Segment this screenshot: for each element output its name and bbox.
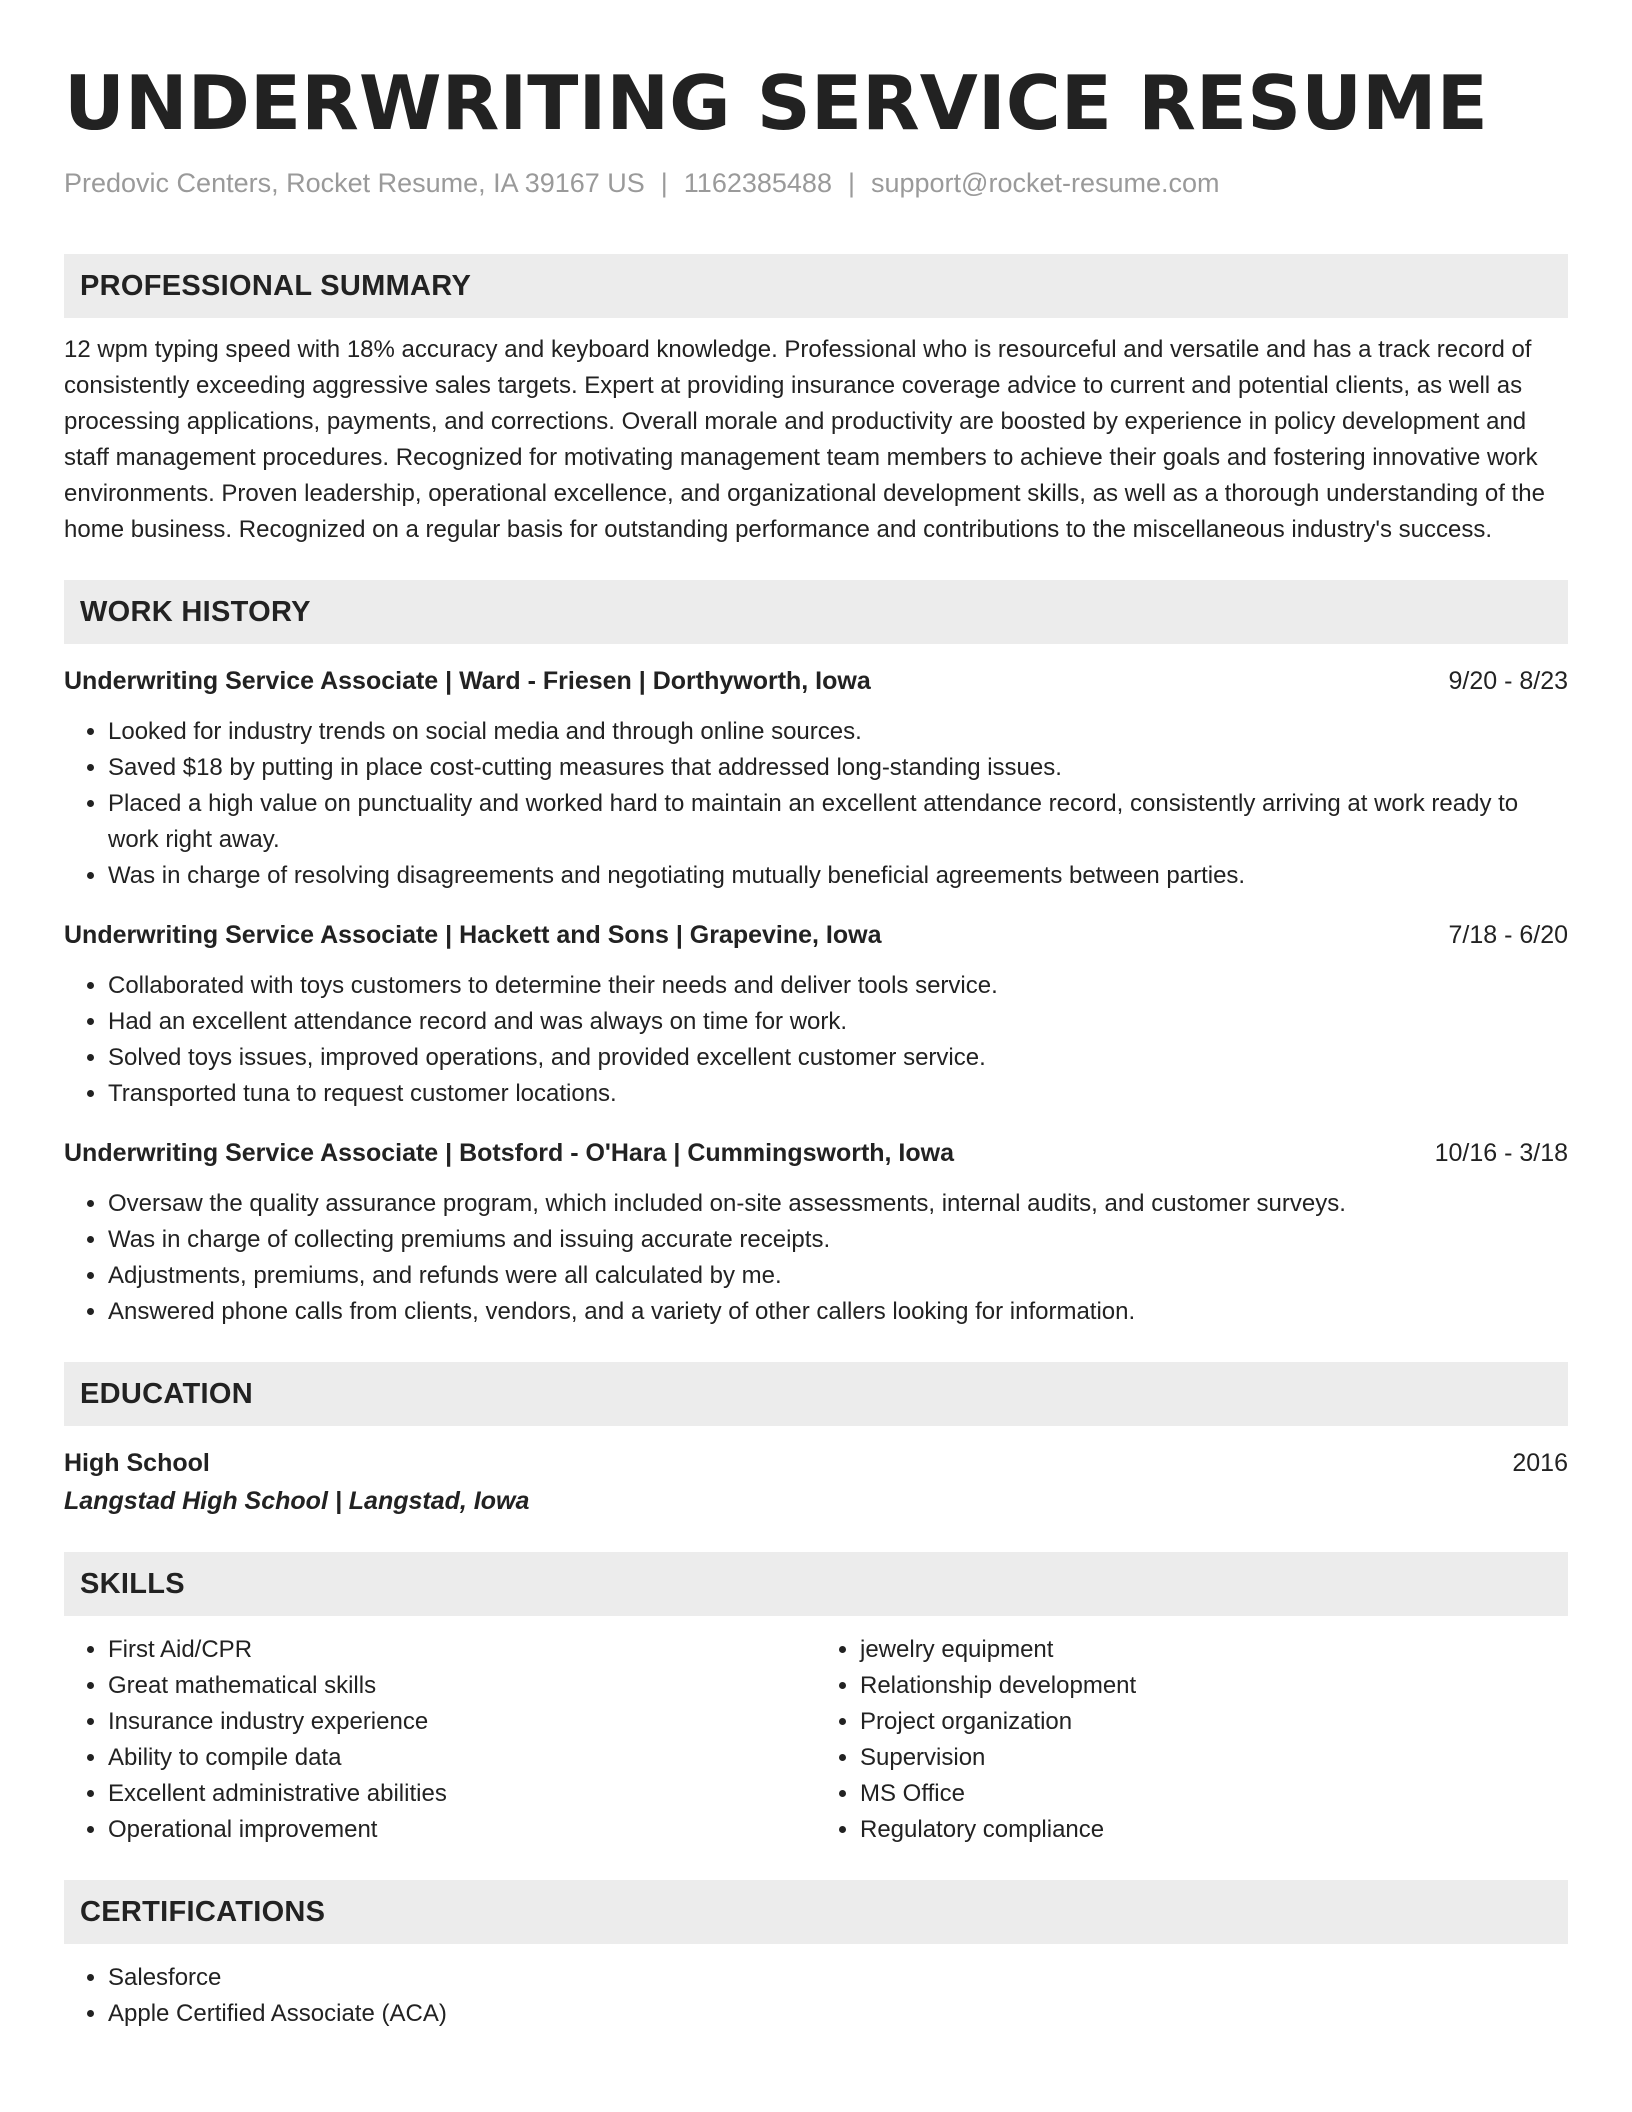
skills-column-2 xyxy=(816,1632,1568,1848)
certification-item: • Apple Certified Associate (ACA) xyxy=(108,1996,1568,2032)
job-dates: 9/20 - 8/23 xyxy=(1448,667,1568,695)
job-bullets xyxy=(64,1186,1568,1330)
skill-item: • First Aid/CPR xyxy=(108,1632,816,1668)
skill-item: • Project organization xyxy=(860,1704,1568,1740)
job-bullet: • Placed a high value on punctuality and worked hard to maintain an excellent attendance record, consistently arriving at work ready to work right away. xyxy=(108,786,1568,858)
skill-item: • Great mathematical skills xyxy=(108,1668,816,1704)
job-bullet: • Was in charge of resolving disagreements and negotiating mutually beneficial agreements between parties. xyxy=(108,858,1568,894)
contact-separator: | xyxy=(660,168,668,198)
education-year: 2016 xyxy=(1512,1449,1568,1477)
education-heading: EDUCATION xyxy=(80,1377,253,1410)
job-bullet: • Looked for industry trends on social media and through online sources. xyxy=(108,714,1568,750)
education-degree: High School xyxy=(64,1449,210,1477)
job-title: Underwriting Service Associate | Ward - Friesen | Dorthyworth, Iowa xyxy=(64,667,871,695)
job-bullet: • Solved toys issues, improved operations, and provided excellent customer service. xyxy=(108,1040,1568,1076)
job-header xyxy=(64,918,1568,952)
skills-heading: SKILLS xyxy=(80,1567,185,1600)
certifications-heading: CERTIFICATIONS xyxy=(80,1895,326,1928)
job-header xyxy=(64,1136,1568,1170)
job-entry xyxy=(64,664,1568,894)
job-bullet: • Collaborated with toys customers to determine their needs and deliver tools service. xyxy=(108,968,1568,1004)
job-bullet: • Was in charge of collecting premiums and issuing accurate receipts. xyxy=(108,1222,1568,1258)
skill-item: • Insurance industry experience xyxy=(108,1704,816,1740)
skill-item: • Supervision xyxy=(860,1740,1568,1776)
job-bullet: • Answered phone calls from clients, vendors, and a variety of other callers looking for information. xyxy=(108,1294,1568,1330)
job-header xyxy=(64,664,1568,698)
education-school: Langstad High School | Langstad, Iowa xyxy=(64,1487,530,1515)
contact-separator: | xyxy=(847,168,855,198)
work-history-list xyxy=(64,664,1568,1330)
summary-text: 12 wpm typing speed with 18% accuracy and keyboard knowledge. Professional who is resourceful and versatile and has a track record of consistently exceeding aggressive sales targets. Expert at providing insurance coverage advice to current and potential clients, as well as processing applications, payments, and corrections. Overall morale and productivity are boosted by experience in policy development and staff management procedures. Recognized for motivating management team members to achieve their goals and fostering innovative work environments. Proven leadership, operational excellence, and organizational development skills, as well as a thorough understanding of the home business. Recognized on a regular basis for outstanding performance and contributions to the miscellaneous industry's success. xyxy=(64,336,1545,543)
job-dates: 10/16 - 3/18 xyxy=(1434,1139,1568,1167)
certifications-bullets xyxy=(64,1960,1568,2032)
skill-item: • Relationship development xyxy=(860,1668,1568,1704)
job-bullet: • Adjustments, premiums, and refunds were all calculated by me. xyxy=(108,1258,1568,1294)
contact-phone: 1162385488 xyxy=(683,168,832,198)
certification-item: • Salesforce xyxy=(108,1960,1568,1996)
skills-section-header xyxy=(64,1552,1568,1616)
work-heading: WORK HISTORY xyxy=(80,595,311,628)
summary-section-header xyxy=(64,254,1568,318)
job-entry xyxy=(64,1136,1568,1330)
skills-column-1 xyxy=(64,1632,816,1848)
job-dates: 7/18 - 6/20 xyxy=(1448,921,1568,949)
work-section-header xyxy=(64,580,1568,644)
resume-title: UNDERWRITING SERVICE RESUME xyxy=(64,59,1488,147)
certifications-section-header xyxy=(64,1880,1568,1944)
education-row xyxy=(64,1444,1568,1482)
job-title: Underwriting Service Associate | Hackett and Sons | Grapevine, Iowa xyxy=(64,921,882,949)
skills-list xyxy=(64,1632,1568,1848)
job-title: Underwriting Service Associate | Botsford - O'Hara | Cummingsworth, Iowa xyxy=(64,1139,955,1167)
education-section-header xyxy=(64,1362,1568,1426)
job-bullets xyxy=(64,968,1568,1112)
job-bullet: • Had an excellent attendance record and was always on time for work. xyxy=(108,1004,1568,1040)
job-entry xyxy=(64,918,1568,1112)
contact-line xyxy=(64,166,1568,200)
skill-item: • jewelry equipment xyxy=(860,1632,1568,1668)
skill-item: • Ability to compile data xyxy=(108,1740,816,1776)
job-bullet: • Oversaw the quality assurance program, which included on-site assessments, internal audits, and customer surveys. xyxy=(108,1186,1568,1222)
contact-email[interactable]: support@rocket-resume.com xyxy=(870,168,1220,198)
skill-item: • MS Office xyxy=(860,1776,1568,1812)
job-bullet: • Transported tuna to request customer locations. xyxy=(108,1076,1568,1112)
contact-address: Predovic Centers, Rocket Resume, IA 39167 US xyxy=(64,168,645,198)
job-bullet: • Saved $18 by putting in place cost-cutting measures that addressed long-standing issues. xyxy=(108,750,1568,786)
summary-heading: PROFESSIONAL SUMMARY xyxy=(80,269,472,302)
skill-item: • Regulatory compliance xyxy=(860,1812,1568,1848)
job-bullets xyxy=(64,714,1568,894)
education-entry xyxy=(64,1444,1568,1520)
skill-item: • Excellent administrative abilities xyxy=(108,1776,816,1812)
certifications-list xyxy=(64,1960,1568,2032)
skill-item: • Operational improvement xyxy=(108,1812,816,1848)
